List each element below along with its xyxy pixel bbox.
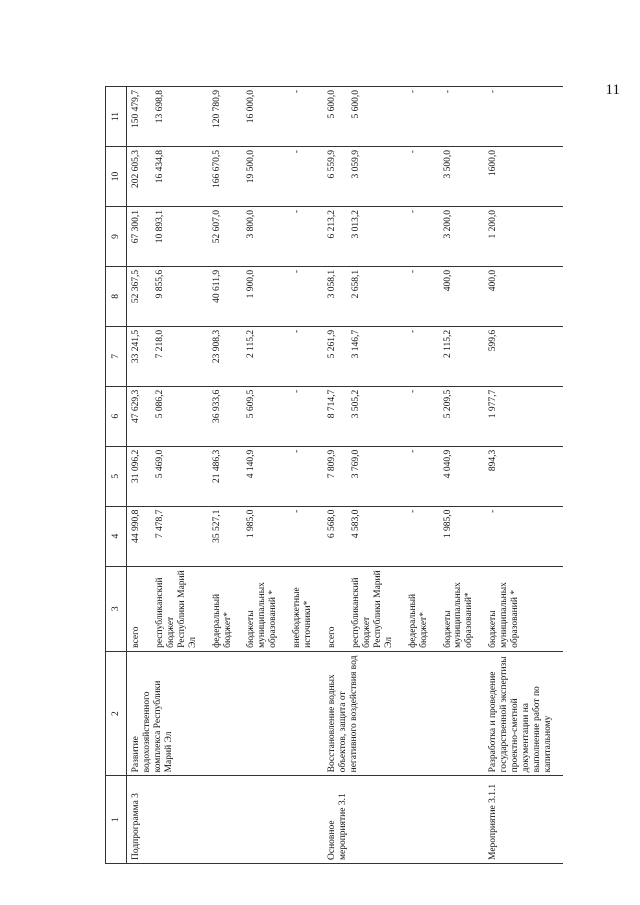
value-cell: 16 000,0: [242, 87, 288, 147]
col-header: 8: [106, 266, 127, 326]
value-cell: 1 977,7: [484, 386, 563, 446]
value-cell: -: [404, 506, 439, 566]
funding-source: бюджеты муниципальных образований *: [484, 566, 563, 651]
funding-source: внебюджетные источники*: [288, 566, 323, 651]
funding-source: федеральный бюджет*: [208, 566, 243, 651]
value-cell: 23 908,3: [208, 326, 243, 386]
value-cell: -: [288, 87, 323, 147]
value-cell: 3 146,7: [347, 326, 404, 386]
value-cell: 166 670,5: [208, 147, 243, 207]
value-cell: 5 609,5: [242, 386, 288, 446]
program-code: Подпрограмма 3: [127, 776, 324, 864]
value-cell: 44 990,8: [127, 506, 151, 566]
value-cell: -: [288, 446, 323, 506]
value-cell: -: [288, 147, 323, 207]
value-cell: -: [404, 87, 439, 147]
funding-source: всего: [127, 566, 151, 651]
value-cell: 3 505,2: [347, 386, 404, 446]
value-cell: 2 658,1: [347, 266, 404, 326]
table-row: [484, 87, 563, 864]
column-number-row: [106, 87, 127, 864]
value-cell: 2 115,2: [242, 326, 288, 386]
value-cell: 67 300,1: [127, 206, 151, 266]
value-cell: 6 213,2: [323, 206, 347, 266]
value-cell: 8 714,7: [323, 386, 347, 446]
value-cell: 7 809,9: [323, 446, 347, 506]
value-cell: 19 500,0: [242, 147, 288, 207]
value-cell: 1600,0: [484, 147, 563, 207]
program-title: Восстановление водных объектов, защита от негативного воздействия вод: [323, 651, 484, 776]
value-cell: -: [404, 206, 439, 266]
value-cell: 7 218,0: [151, 326, 208, 386]
value-cell: 10 893,1: [151, 206, 208, 266]
col-header: 11: [106, 87, 127, 147]
value-cell: 150 479,7: [127, 87, 151, 147]
value-cell: -: [404, 147, 439, 207]
program-title: Развитие водохозяйственного комплекса Республики Марий Эл: [127, 651, 324, 776]
value-cell: 52 607,0: [208, 206, 243, 266]
value-cell: 40 611,9: [208, 266, 243, 326]
value-cell: -: [288, 326, 323, 386]
value-cell: 21 486,3: [208, 446, 243, 506]
value-cell: 1 985,0: [439, 506, 485, 566]
value-cell: -: [288, 266, 323, 326]
funding-source: республиканский бюджет Республики Марий Эл: [347, 566, 404, 651]
value-cell: 4 040,9: [439, 446, 485, 506]
value-cell: -: [484, 87, 563, 147]
program-code: Мероприятие 3.1.1: [484, 776, 563, 864]
col-header: 3: [106, 566, 127, 651]
col-header: 1: [106, 776, 127, 864]
value-cell: 6 568,0: [323, 506, 347, 566]
value-cell: 120 780,9: [208, 87, 243, 147]
value-cell: 3 058,1: [323, 266, 347, 326]
value-cell: 47 629,3: [127, 386, 151, 446]
col-header: 7: [106, 326, 127, 386]
value-cell: -: [404, 386, 439, 446]
value-cell: 52 367,5: [127, 266, 151, 326]
value-cell: 894,3: [484, 446, 563, 506]
table-row: [323, 87, 347, 864]
value-cell: -: [404, 326, 439, 386]
value-cell: 5 469,0: [151, 446, 208, 506]
value-cell: 7 478,7: [151, 506, 208, 566]
value-cell: 5 261,9: [323, 326, 347, 386]
value-cell: 1 900,0: [242, 266, 288, 326]
table-row: [127, 87, 151, 864]
page-number: 11: [605, 82, 620, 98]
value-cell: 3 500,0: [439, 147, 485, 207]
value-cell: -: [484, 506, 563, 566]
value-cell: 35 527,1: [208, 506, 243, 566]
col-header: 10: [106, 147, 127, 207]
value-cell: 3 200,0: [439, 206, 485, 266]
col-header: 2: [106, 651, 127, 776]
value-cell: 202 605,3: [127, 147, 151, 207]
funding-source: всего: [323, 566, 347, 651]
value-cell: 31 096,2: [127, 446, 151, 506]
value-cell: 400,0: [439, 266, 485, 326]
value-cell: 5 209,5: [439, 386, 485, 446]
value-cell: 16 434,8: [151, 147, 208, 207]
funding-source: бюджеты муниципальных образований*: [439, 566, 485, 651]
value-cell: -: [288, 386, 323, 446]
value-cell: -: [439, 87, 485, 147]
budget-table: [105, 86, 563, 864]
value-cell: 4 140,9: [242, 446, 288, 506]
col-header: 6: [106, 386, 127, 446]
value-cell: 599,6: [484, 326, 563, 386]
value-cell: 9 855,6: [151, 266, 208, 326]
value-cell: 5 600,0: [347, 87, 404, 147]
value-cell: -: [404, 446, 439, 506]
value-cell: 3 800,0: [242, 206, 288, 266]
funding-source: республиканский бюджет Республики Марий Эл: [151, 566, 208, 651]
value-cell: 1 200,0: [484, 206, 563, 266]
value-cell: 3 059,9: [347, 147, 404, 207]
value-cell: 5 600,0: [323, 87, 347, 147]
value-cell: -: [288, 206, 323, 266]
col-header: 4: [106, 506, 127, 566]
value-cell: 5 086,2: [151, 386, 208, 446]
value-cell: 36 933,6: [208, 386, 243, 446]
value-cell: 33 241,5: [127, 326, 151, 386]
value-cell: -: [404, 266, 439, 326]
value-cell: 3 769,0: [347, 446, 404, 506]
rotated-table-container: [105, 86, 615, 864]
value-cell: 2 115,2: [439, 326, 485, 386]
value-cell: 1 985,0: [242, 506, 288, 566]
value-cell: -: [288, 506, 323, 566]
value-cell: 13 698,8: [151, 87, 208, 147]
funding-source: бюджеты муниципальных образований *: [242, 566, 288, 651]
program-title: Разработка и проведение государственной экспертизы проектно-сметной документации на выполнение работ по капитальному: [484, 651, 563, 776]
col-header: 5: [106, 446, 127, 506]
col-header: 9: [106, 206, 127, 266]
value-cell: 3 013,2: [347, 206, 404, 266]
value-cell: 400,0: [484, 266, 563, 326]
program-code: Основное мероприятие 3.1: [323, 776, 484, 864]
funding-source: федеральный бюджет*: [404, 566, 439, 651]
value-cell: 6 559,9: [323, 147, 347, 207]
value-cell: 4 583,0: [347, 506, 404, 566]
